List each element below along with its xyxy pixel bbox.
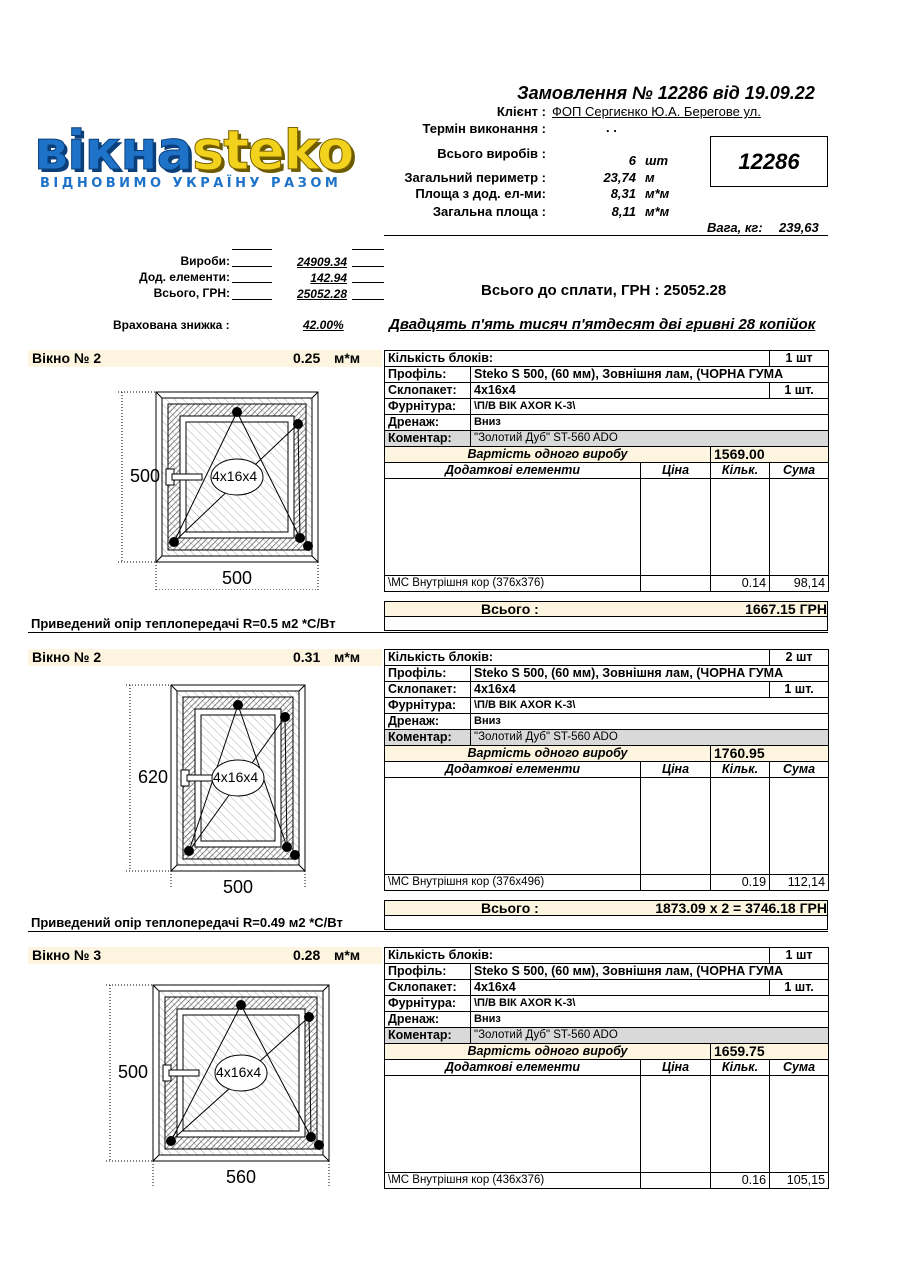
handle-lever [172,474,202,480]
comment-value: "Золотий Дуб" ST-560 ADO [471,431,829,447]
hinge-dot [169,537,179,547]
extra-item-sum: 112,14 [770,875,829,891]
comment-label: Коментар: [385,431,471,447]
glass-value: 4x16x4 [471,682,770,698]
price-empty [641,479,711,576]
unit-cost-value: 1659.75 [711,1044,829,1060]
hinge-dot [166,1136,176,1146]
extras-total-value: 142.94 [310,271,347,285]
term-value: . . [606,120,617,135]
comment-label: Коментар: [385,730,471,746]
profile-value: Steko S 500, (60 мм), Зовнішня лам, (ЧОРНА ГУМА [471,367,829,383]
window-spec-table [384,947,829,1189]
drain-value: Вниз [471,714,829,730]
perimeter-label: Загальний периметр : [404,170,546,185]
extras-header: Додаткові елементи [385,762,641,778]
window-area: 0.25 [293,350,321,366]
order-number-box: 12286 [710,136,828,187]
blocks-value: 1 шт [770,351,829,367]
glass-label-cell: Склопакет: [385,383,471,399]
unit-cost-label: Вартість одного виробу [385,447,711,463]
to-pay: Всього до сплати, ГРН : 25052.28 [481,282,727,299]
hinge-dot [295,533,305,543]
profile-value: Steko S 500, (60 мм), Зовнішня лам, (ЧОРНА ГУМА [471,964,829,980]
unit-cost-value: 1569.00 [711,447,829,463]
glass-value: 4x16x4 [471,383,770,399]
logo [34,119,354,182]
window-header [28,350,382,367]
extra-item-price [641,875,711,891]
sum-header: Сума [770,762,829,778]
extra-item-sum: 105,15 [770,1173,829,1189]
area-extra-label: Площа з дод. ел-ми: [415,186,546,201]
rule [232,282,272,283]
sum-empty [770,778,829,875]
window-header [28,947,382,964]
rule [232,299,272,300]
amount-in-words: Двадцять п'ять тисяч п'ятдесят дві гривні 28 копійок [389,316,816,333]
drain-label: Дренаж: [385,714,471,730]
drain-label: Дренаж: [385,1012,471,1028]
client-label: Клієнт : [496,104,546,119]
grand-total-value: 25052.28 [296,287,347,301]
handle-lever [169,1070,199,1076]
rule [352,266,384,267]
window-total-value: 1873.09 x 2 = 3746.18 ГРН [655,900,827,916]
glass-label: 4x16x4 [212,468,258,484]
extra-item-qty: 0.14 [711,576,770,592]
products-value: 24909.34 [296,255,347,269]
comment-label: Коментар: [385,1028,471,1044]
price-header: Ціна [641,762,711,778]
hinge-dot [290,850,300,860]
extra-item-name: \МС Внутрішня кор (376x496) [385,875,641,891]
logo-part-1: вікна [34,119,193,182]
unit-cost-label: Вартість одного виробу [385,746,711,762]
hinge-dot [303,541,313,551]
fittings-label: Фурнітура: [385,996,471,1012]
hinge-dot [280,712,290,722]
fittings-value: \П/В ВІК AXOR K-3\ [471,996,829,1012]
dimension-height: 620 [138,767,169,787]
products-label: Вироби: [180,254,230,268]
hinge-dot [282,842,292,852]
fittings-value: \П/В ВІК AXOR K-3\ [471,698,829,714]
block-divider [28,931,828,932]
area-total-unit: м*м [645,204,670,219]
hinge-dot [293,419,303,429]
area-extra-value: 8,31 [610,186,636,201]
hinge-dot [236,1000,246,1010]
glass-label-cell: Склопакет: [385,682,471,698]
hinge-dot [233,700,243,710]
window-total-spacer [384,617,828,631]
hinge-dot [232,407,242,417]
profile-label: Профіль: [385,964,471,980]
profile-label: Профіль: [385,666,471,682]
extras-empty [385,778,641,875]
hinge-dot [304,1012,314,1022]
extra-item-name: \МС Внутрішня кор (436x376) [385,1173,641,1189]
glass-label: 4x16x4 [213,769,259,785]
window-title: Вікно № 2 [32,649,102,665]
blocks-label: Кількість блоків: [385,351,770,367]
hinge-dot [306,1132,316,1142]
profile-label: Профіль: [385,367,471,383]
extra-item-price [641,576,711,592]
sum-empty [770,1076,829,1173]
extras-header: Додаткові елементи [385,463,641,479]
perimeter-value: 23,74 [603,170,636,185]
dimension-height: 500 [118,1062,149,1082]
unit-cost-label: Вартість одного виробу [385,1044,711,1060]
discount-value: 42.00% [303,318,344,332]
hinge-dot [184,846,194,856]
extra-item-qty: 0.19 [711,875,770,891]
price-header: Ціна [641,1060,711,1076]
unit-cost-value: 1760.95 [711,746,829,762]
logo-slogan: ВІДНОВИМО УКРАЇНУ РАЗОМ [40,176,342,191]
weight-value: 239,63 [779,220,819,235]
window-total-label: Всього : [481,900,539,916]
block-divider [28,632,828,633]
window-spec-table [384,649,829,891]
extra-item-name: \МС Внутрішня кор (376x376) [385,576,641,592]
qty-empty [711,1076,770,1173]
qty-header: Кільк. [711,762,770,778]
total-items-value: 6 [628,153,636,168]
rule [232,249,272,250]
glass-label: 4x16x4 [216,1064,262,1080]
window-area: 0.28 [293,947,321,963]
heat-transfer-note: Приведений опір теплопередачі R=0.5 м2 *C/Вт [31,616,336,631]
window-area-unit: м*м [334,350,361,366]
glass-qty: 1 шт. [770,980,829,996]
window-total-label: Всього : [481,601,539,617]
window-title: Вікно № 2 [32,350,102,366]
glass-value: 4x16x4 [471,980,770,996]
window-total-row [384,601,828,617]
blocks-value: 1 шт [770,948,829,964]
comment-value: "Золотий Дуб" ST-560 ADO [471,1028,829,1044]
total-items-unit: шт [645,153,669,168]
extras-header: Додаткові елементи [385,1060,641,1076]
window-spec-table [384,350,829,592]
order-title: Замовлення № 12286 від 19.09.22 [517,83,815,103]
dimension-height: 500 [130,466,161,486]
area-total-value: 8,11 [611,204,636,219]
term-label: Термін виконання : [422,121,546,136]
fittings-label: Фурнітура: [385,698,471,714]
grand-total-label: Всього, ГРН: [153,286,230,300]
drain-value: Вниз [471,1012,829,1028]
glass-label-cell: Склопакет: [385,980,471,996]
window-shape [106,985,329,1187]
window-total-value: 1667.15 ГРН [745,601,827,617]
logo-part-2: steko [192,119,354,182]
rule [352,299,384,300]
rule [232,266,272,267]
rule [352,249,384,250]
sum-header: Сума [770,1060,829,1076]
window-total-row [384,900,828,916]
qty-header: Кільк. [711,1060,770,1076]
drain-label: Дренаж: [385,415,471,431]
extra-item-sum: 98,14 [770,576,829,592]
hinge-dot [314,1140,324,1150]
dimension-width: 500 [223,877,254,897]
qty-empty [711,778,770,875]
window-title: Вікно № 3 [32,947,102,963]
extra-item-qty: 0.16 [711,1173,770,1189]
sum-header: Сума [770,463,829,479]
blocks-value: 2 шт [770,650,829,666]
area-extra-unit: м*м [645,186,670,201]
comment-value: "Золотий Дуб" ST-560 ADO [471,730,829,746]
blocks-label: Кількість блоків: [385,650,770,666]
dimension-width: 500 [222,568,253,588]
rule [352,282,384,283]
client-value: ФОП Сергиєнко Ю.А. Берегове ул. [552,104,761,119]
area-total-label: Загальна площа : [432,204,546,219]
window-total-spacer [384,916,828,930]
glass-qty: 1 шт. [770,383,829,399]
blocks-label: Кількість блоків: [385,948,770,964]
extra-item-price [641,1173,711,1189]
extras-total-label: Дод. елементи: [139,270,230,284]
header-rule [384,235,828,236]
price-empty [641,778,711,875]
window-area-unit: м*м [334,947,361,963]
fittings-value: \П/В ВІК AXOR K-3\ [471,399,829,415]
window-area-unit: м*м [334,649,361,665]
price-header: Ціна [641,463,711,479]
qty-header: Кільк. [711,463,770,479]
glass-qty: 1 шт. [770,682,829,698]
dimension-width: 560 [226,1167,257,1187]
heat-transfer-note: Приведений опір теплопередачі R=0.49 м2 *C/Вт [31,915,343,930]
window-area: 0.31 [293,649,321,665]
perimeter-unit: м [645,170,655,185]
weight-label: Вага, кг: [707,220,763,235]
extras-empty [385,1076,641,1173]
profile-value: Steko S 500, (60 мм), Зовнішня лам, (ЧОРНА ГУМА [471,666,829,682]
fittings-label: Фурнітура: [385,399,471,415]
total-items-label: Всього виробів : [437,146,546,161]
qty-empty [711,479,770,576]
price-empty [641,1076,711,1173]
window-header [28,649,382,666]
extras-empty [385,479,641,576]
sum-empty [770,479,829,576]
discount-label: Врахована знижка : [113,318,230,332]
window-shape [118,392,318,590]
drain-value: Вниз [471,415,829,431]
